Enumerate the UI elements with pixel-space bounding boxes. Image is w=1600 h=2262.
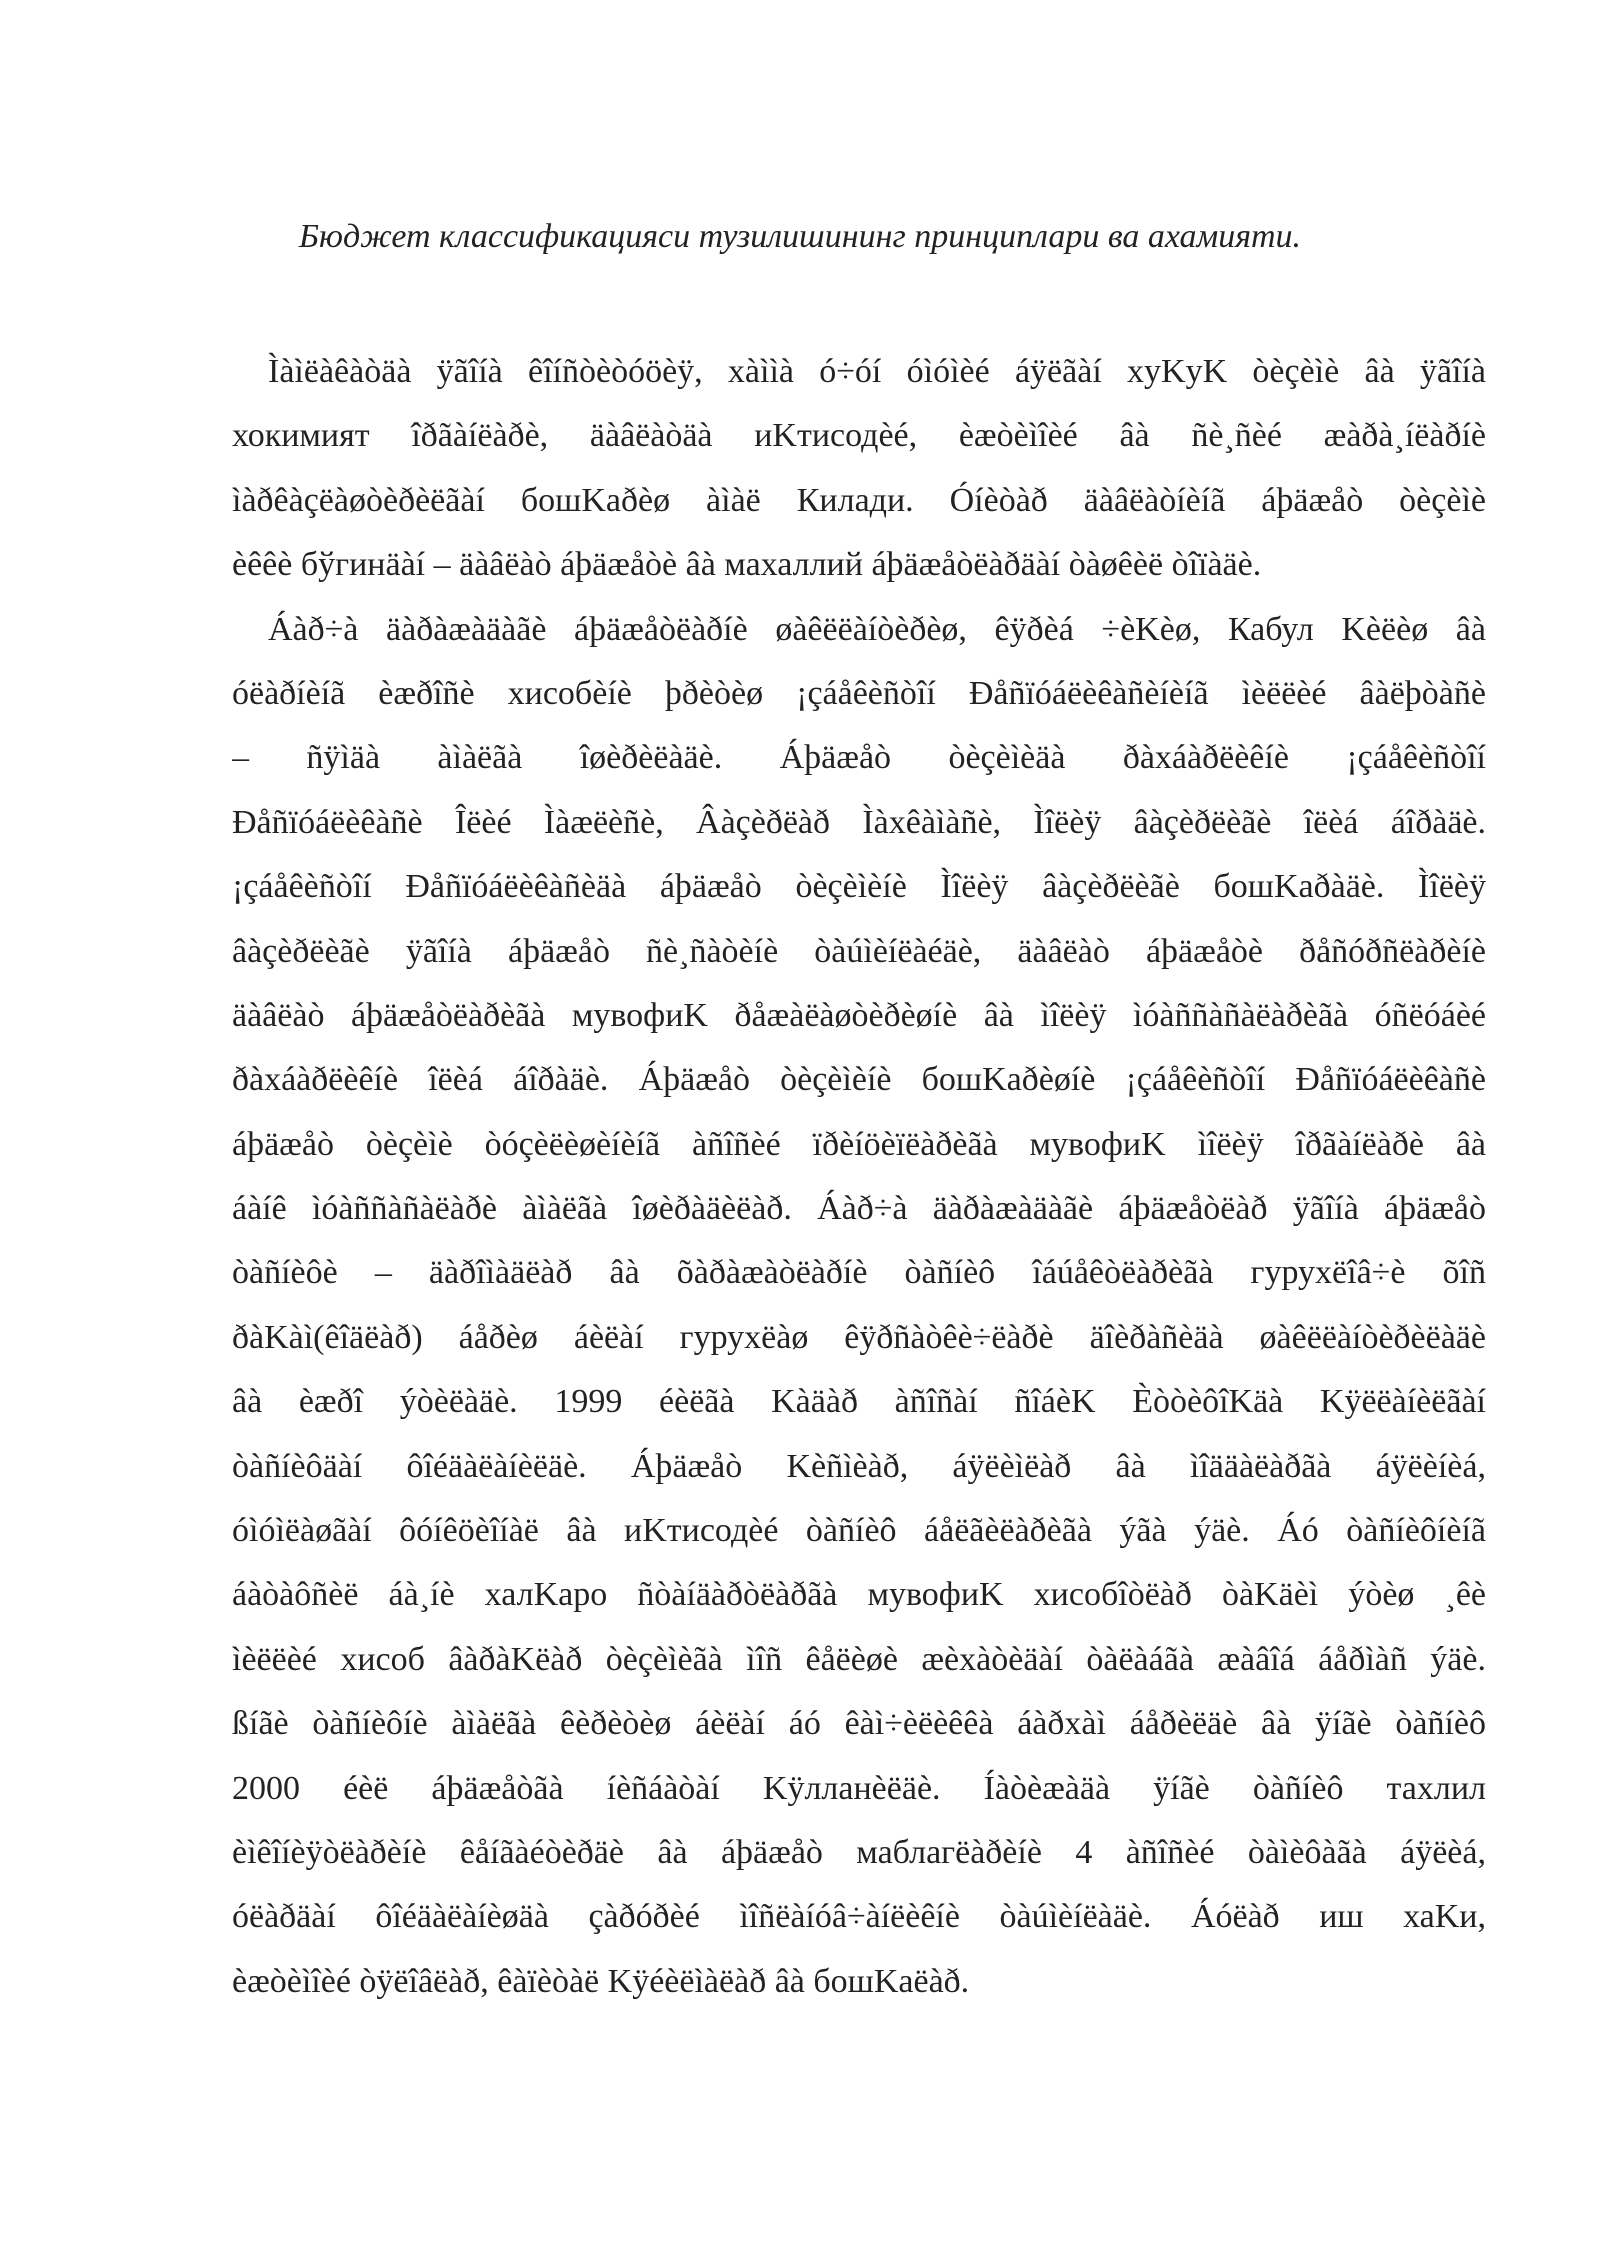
paragraph-line: óëàðäàí ôîéäàëàíèøäà çàðóðèé ìîñëàíóâ÷àíëèêíè òàúìèíëàäè. Áóëàð иш хаKи,: [232, 1898, 1486, 1936]
paragraph-line: èìêîíèÿòëàðèíè êåíãàéòèðäè âà áþäæåò маблагëàðèíè 4 àñîñèé òàìèôàãà áÿëèá,: [232, 1833, 1486, 1871]
document-title: Бюджет классификацияси тузилишининг принциплари ва ахамияти.: [298, 218, 1302, 255]
paragraph-line: áàòàôñèë áà¸íè халKаро ñòàíäàðòëàðãà мувофиK хисобîòëàð òàKäèì ýòèø ¸êè: [232, 1576, 1486, 1614]
paragraph-line: èêêè бўгинäàí – äàâëàò áþäæåòè âà махаллий áþäæåòëàðäàí òàøêèë òîïàäè.: [232, 546, 1262, 584]
paragraph-line: ðàKàì(êîäëàð) áåðèø áèëàí гуруxëàø êÿðñàòêè÷ëàðè äîèðàñèäà øàêëëàíòèðèëàäè: [232, 1318, 1486, 1356]
paragraph-line: Ìàìëàêàòäà ÿãîíà êîíñòèòóöèÿ, xàììà ó÷óí óìóìèé áÿëãàí xyKyK òèçèìè âà ÿãîíà: [268, 353, 1486, 390]
paragraph-line: óëàðíèíã èæðîñè хисобèíè þðèòèø ¡çáåêèñòîí Ðåñïóáëèêàñèíèíã ìèëëèé âàëþòàñè: [232, 674, 1486, 712]
paragraph-line: ¡çáåêèñòîí Ðåñïóáëèêàñèäà áþäæåò òèçèìèíè Ìîëèÿ âàçèðëèãè бошKаðàäè. Ìîëèÿ: [232, 868, 1486, 906]
paragraph-line: áàíê ìóàññàñàëàðè àìàëãà îøèðàäèëàð. Áàð÷à äàðàæàäàãè áþäæåòëàð ÿãîíà áþäæåò: [232, 1190, 1486, 1228]
paragraph-line: хокимият îðãàíëàðè, äàâëàòäà иKтисодèé, èæòèìîèé âà ñè¸ñèé æàðà¸íëàðíè: [232, 417, 1486, 455]
paragraph-line: 2000 éèë áþäæåòãà íèñáàòàí Kÿлланèëäè. Íàòèæàäà ÿíãè òàñíèô тахлил: [232, 1769, 1486, 1807]
document-body: [232, 340, 1486, 2014]
paragraph-line: òàñíèôäàí ôîéäàëàíèëäè. Áþäæåò Kèñìèàð, áÿëèìëàð âà ìîääàëàðãà áÿëèíèá,: [232, 1447, 1486, 1485]
paragraph-line: òàñíèôè – äàðîìàäëàð âà õàðàæàòëàðíè òàñíèô îáúåêòëàðèãà гуруxëîâ÷è õîñ: [232, 1254, 1486, 1292]
paragraph-line: ìèëëèé хисоб âàðàKëàð òèçèìèãà ìîñ êåëèøè æèxàòèäàí òàëàáãà æàâîá áåðìàñ ýäè.: [232, 1640, 1486, 1678]
paragraph-line: âà èæðî ýòèëàäè. 1999 éèëãà Kàäàð àñîñàí ñîáèK ÈòòèôîKäà Kÿëëàíèëãàí: [232, 1383, 1486, 1421]
paragraph-line: áþäæåò òèçèìè òóçèëèøèíèíã àñîñèé ïðèíöèïëàðèãà мувофиK ìîëèÿ îðãàíëàðè âà: [232, 1125, 1486, 1163]
paragraph-line: äàâëàò áþäæåòëàðèãà мувофиK ðåæàëàøòèðèøíè âà ìîëèÿ ìóàññàñàëàðèãà óñëóáèé: [232, 996, 1486, 1034]
paragraph-line: Áàð÷à äàðàæàäàãè áþäæåòëàðíè øàêëëàíòèðèø, êÿðèá ÷èKèø, Кабул Kèëèø âà: [268, 610, 1486, 648]
paragraph-line: Ðåñïóáëèêàñè Îëèé Ìàæëèñè, Âàçèðëàð Ìàxêàìàñè, Ìîëèÿ âàçèðëèãè îëèá áîðàäè.: [232, 803, 1486, 841]
paragraph-line: óìóìëàøãàí ôóíêöèîíàë âà иKтисодèé òàñíèô áåëãèëàðèãà ýãà ýäè. Áó òàñíèôíèíã: [232, 1512, 1486, 1550]
paragraph-line: èæòèìîèé òÿëîâëàð, êàïèòàë Kÿéèëìàëàð âà бошKаëàð.: [232, 1962, 970, 2000]
paragraph-line: ðàxáàðëèêíè îëèá áîðàäè. Áþäæåò òèçèìèíè бошKаðèøíè ¡çáåêèñòîí Ðåñïóáëèêàñè: [232, 1061, 1486, 1099]
paragraph-line: ìàðêàçëàøòèðèëãàí бошKаðèø àìàë Килади. Óíèòàð äàâëàòíèíã áþäæåò òèçèìè: [232, 481, 1486, 519]
paragraph-line: – ñÿìäà àìàëãà îøèðèëàäè. Áþäæåò òèçèìèäà ðàxáàðëèêíè ¡çáåêèñòîí: [232, 739, 1486, 777]
paragraph-line: ßíãè òàñíèôíè àìàëãà êèðèòèø áèëàí áó êàì÷èëèêêà áàðxàì áåðèëäè âà ÿíãè òàñíèô: [232, 1705, 1486, 1743]
paragraph-line: âàçèðëèãè ÿãîíà áþäæåò ñè¸ñàòèíè òàúìèíëàéäè, äàâëàò áþäæåòè ðåñóðñëàðèíè: [232, 932, 1486, 970]
